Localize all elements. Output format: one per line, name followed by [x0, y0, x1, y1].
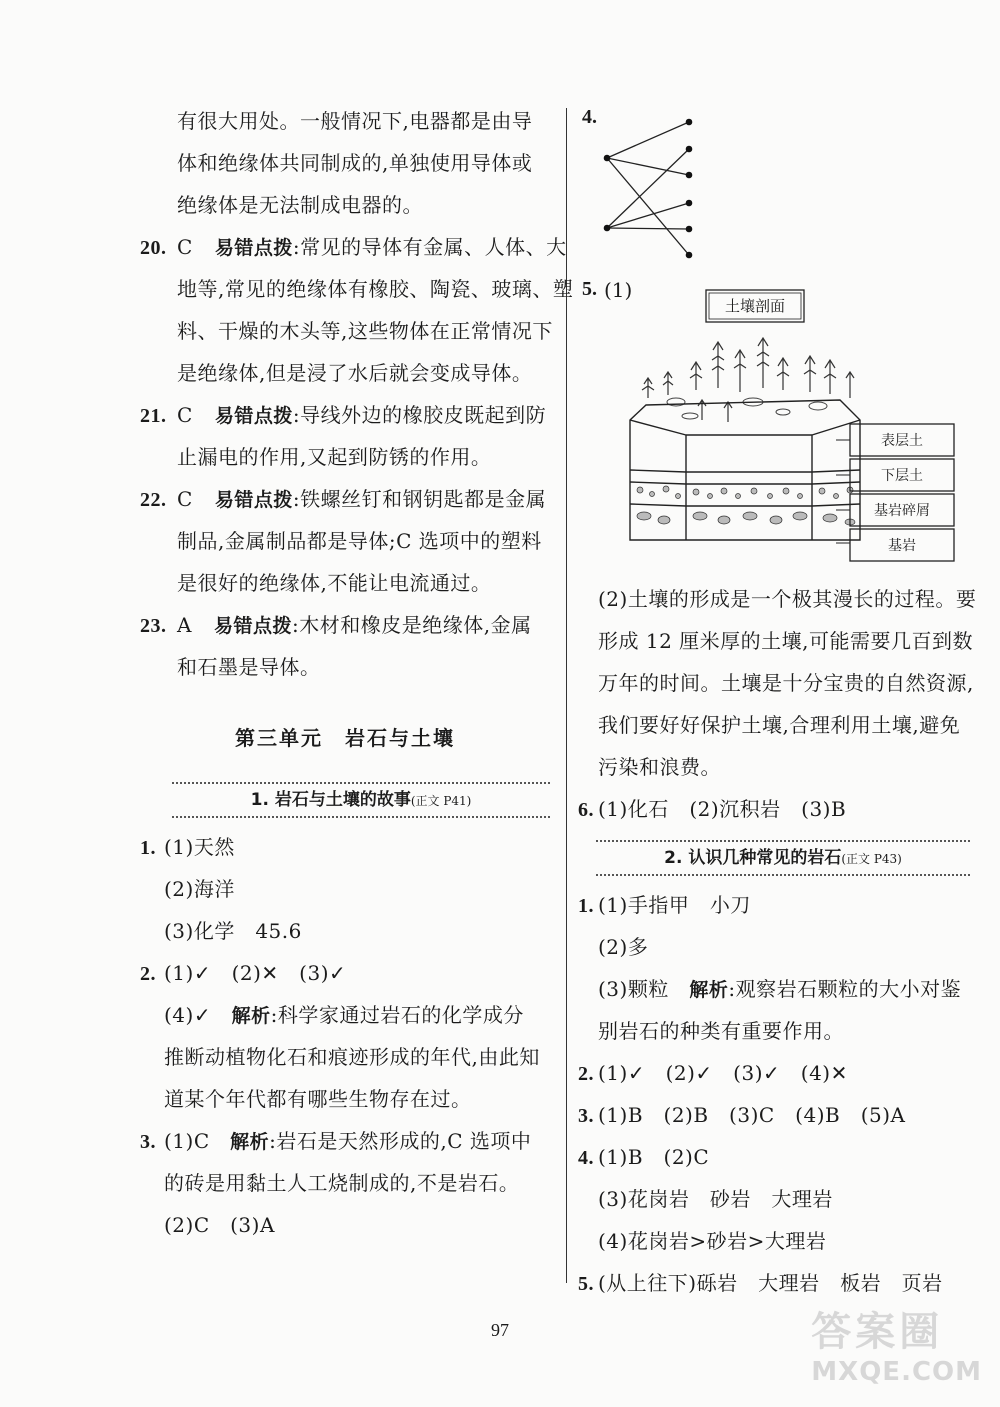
question-number: 4. — [578, 1147, 594, 1169]
matching-dot — [686, 226, 693, 233]
watermark — [811, 1300, 982, 1387]
answer-choice: C — [177, 487, 193, 511]
text-line — [578, 1178, 970, 1220]
keyword-label: 解析 — [231, 1005, 271, 1027]
answer-text: 绝缘体是无法制成电器的。 — [177, 193, 423, 217]
answer-choice: C — [177, 235, 193, 259]
soil-layer-label: 基岩 — [888, 538, 916, 554]
question-number: 1. — [140, 837, 156, 859]
answer-choice: C — [177, 403, 193, 427]
answer-text: :导线外边的橡胶皮既起到防 — [292, 403, 547, 427]
text-line — [140, 478, 550, 520]
answer-text: :观察岩石颗粒的大小对鉴 — [728, 977, 962, 1001]
text-line — [140, 1036, 550, 1078]
answer-text: (1)✓ (2)✕ (3)✓ — [164, 961, 347, 985]
text-line — [578, 1262, 970, 1304]
text-line — [578, 788, 970, 830]
text-line — [140, 562, 550, 604]
answer-text: 是绝缘体,但是浸了水后就会变成导体。 — [177, 361, 533, 385]
unit-title: 第三单元 岩石与土壤 — [235, 726, 455, 750]
answer-text: (3)颗粒 — [598, 977, 690, 1001]
matching-dot — [686, 119, 693, 126]
answer-text: 料、干燥的木头等,这些物体在正常情况下 — [177, 319, 553, 343]
question-number: 1. — [578, 895, 594, 917]
answer-text: (1)化石 (2)沉积岩 (3)B — [598, 797, 847, 821]
answer-text: 我们要好好保护土壤,合理利用土壤,避免 — [598, 713, 961, 737]
keyword-label: 易错点拨 — [214, 237, 293, 259]
keyword-label: 解析 — [230, 1131, 270, 1153]
question-number: 3. — [140, 1131, 156, 1153]
matching-dot — [686, 200, 693, 207]
text-line — [578, 1094, 970, 1136]
section-ref: (正文 P43) — [841, 852, 902, 866]
answer-text: :科学家通过岩石的化学成分 — [270, 1003, 524, 1027]
text-line — [578, 704, 970, 746]
text-line — [578, 1136, 970, 1178]
answer-text: (4)✓ — [164, 1003, 232, 1027]
text-line — [140, 226, 567, 268]
soil-title-label: 土壤剖面 — [724, 297, 786, 315]
answer-text: 万年的时间。土壤是十分宝贵的自然资源, — [598, 671, 974, 695]
left-column — [140, 100, 574, 1246]
answer-text: (2)C (3)A — [164, 1213, 275, 1237]
question-number: 2. — [578, 1063, 594, 1085]
answer-text: :木材和橡皮是绝缘体,金属 — [291, 613, 532, 637]
answer-text: 地等,常见的绝缘体有橡胶、陶瓷、玻璃、塑 — [177, 277, 574, 301]
answer-text: (1)天然 — [164, 835, 235, 859]
matching-dot — [604, 155, 611, 162]
question-number: 21. — [140, 405, 167, 427]
text-line — [140, 910, 550, 952]
matching-lines-figure — [594, 100, 724, 260]
text-line — [140, 994, 550, 1036]
answer-text: (2)土壤的形成是一个极其漫长的过程。要 — [598, 587, 977, 611]
text-line — [578, 620, 974, 662]
answer-text: (1)手指甲 小刀 — [598, 893, 751, 917]
section-heading-1 — [172, 782, 550, 818]
soil-layer-label: 下层土 — [881, 468, 923, 484]
text-line — [140, 1078, 550, 1120]
question-number: 22. — [140, 489, 167, 511]
keyword-label: 易错点拨 — [214, 405, 293, 427]
answer-text: 形成 12 厘米厚的土壤,可能需要几百到数 — [598, 629, 974, 653]
answer-text: (1)B (2)B (3)C (4)B (5)A — [598, 1103, 906, 1127]
question-number: 5. — [578, 1273, 594, 1295]
answer-text: :铁螺丝钉和钢钥匙都是金属 — [292, 487, 547, 511]
q5-soil-block — [578, 260, 970, 578]
text-line — [140, 952, 550, 994]
answer-text: 止漏电的作用,又起到防锈的作用。 — [177, 445, 492, 469]
matching-dot — [604, 225, 611, 232]
page-number: 97 — [491, 1320, 509, 1340]
question-number: 20. — [140, 237, 167, 259]
section-title: 2. 认识几种常见的岩石 — [664, 848, 842, 868]
text-line — [140, 826, 550, 868]
answer-text: 是很好的绝缘体,不能让电流通过。 — [177, 571, 492, 595]
section-ref: (正文 P41) — [410, 794, 472, 808]
answer-text: 污染和浪费。 — [598, 755, 721, 779]
q4-matching-block — [578, 100, 970, 260]
answer-text: (1)B (2)C — [598, 1145, 710, 1169]
text-line — [140, 352, 550, 394]
text-line — [140, 1120, 550, 1162]
section-heading-2 — [596, 840, 970, 876]
text-line — [140, 100, 550, 142]
question-part: (1) — [604, 278, 633, 302]
answer-text: (4)花岗岩>砂岩>大理岩 — [598, 1229, 827, 1253]
soil-layer-label: 基岩碎屑 — [874, 503, 930, 519]
text-line — [140, 868, 550, 910]
answer-text: :常见的导体有金属、人体、大 — [292, 235, 567, 259]
answer-text: 的砖是用黏土人工烧制成的,不是岩石。 — [164, 1171, 520, 1195]
text-line — [140, 520, 550, 562]
text-line — [140, 436, 550, 478]
matching-dot — [686, 172, 693, 179]
answer-text: (3)化学 45.6 — [164, 919, 302, 943]
matching-dot — [686, 252, 693, 259]
text-line — [578, 746, 970, 788]
answer-text: 和石墨是导体。 — [177, 655, 321, 679]
text-line — [140, 142, 550, 184]
right-column — [578, 100, 977, 1304]
text-line — [140, 268, 574, 310]
answer-choice: A — [177, 613, 192, 637]
watermark-logo-text: 答案圈 — [811, 1309, 944, 1355]
text-line — [578, 578, 977, 620]
question-number: 2. — [140, 963, 156, 985]
matching-dot — [686, 146, 693, 153]
answer-text: 制品,金属制品都是导体;C 选项中的塑料 — [177, 529, 542, 553]
text-line — [140, 310, 553, 352]
section-title: 1. 岩石与土壤的故事 — [250, 790, 411, 810]
text-line — [140, 646, 550, 688]
keyword-label: 解析 — [689, 979, 729, 1001]
soil-layer-label: 表层土 — [881, 433, 923, 449]
keyword-label: 易错点拨 — [214, 489, 293, 511]
text-line — [578, 1010, 970, 1052]
answer-text: 道某个年代都有哪些生物存在过。 — [164, 1087, 472, 1111]
answer-text: (1)C — [164, 1129, 231, 1153]
question-number: 23. — [140, 615, 167, 637]
question-number: 3. — [578, 1105, 594, 1127]
answer-text: 体和绝缘体共同制成的,单独使用导体或 — [177, 151, 533, 175]
keyword-label: 易错点拨 — [213, 615, 292, 637]
text-line — [140, 394, 550, 436]
answer-text: :岩石是天然形成的,C 选项中 — [269, 1129, 532, 1153]
text-line — [578, 1220, 970, 1262]
answer-text: 别岩石的种类有重要作用。 — [598, 1019, 844, 1043]
text-line — [140, 1162, 550, 1204]
question-number: 5. — [582, 278, 597, 300]
text-line — [578, 884, 970, 926]
answer-text: 推断动植物化石和痕迹形成的年代,由此知 — [164, 1045, 540, 1069]
text-line — [140, 184, 550, 226]
answer-text: (1)✓ (2)✓ (3)✓ (4)✕ — [598, 1061, 848, 1085]
text-line — [578, 1052, 970, 1094]
answer-text: (2)多 — [598, 935, 649, 959]
question-number: 6. — [578, 799, 594, 821]
question-number: 4. — [582, 106, 597, 128]
text-line — [140, 604, 550, 646]
text-line — [140, 1204, 550, 1246]
answer-text: (3)花岗岩 砂岩 大理岩 — [598, 1187, 833, 1211]
answer-text: 有很大用处。一般情况下,电器都是由导 — [177, 109, 533, 133]
soil-profile-figure — [578, 260, 970, 578]
watermark-url: MXQE.COM — [811, 1357, 982, 1387]
text-line — [578, 662, 974, 704]
answer-text: (2)海洋 — [164, 877, 235, 901]
answer-text: (从上往下)砾岩 大理岩 板岩 页岩 — [598, 1271, 943, 1295]
text-line — [578, 968, 970, 1010]
text-line — [578, 926, 970, 968]
